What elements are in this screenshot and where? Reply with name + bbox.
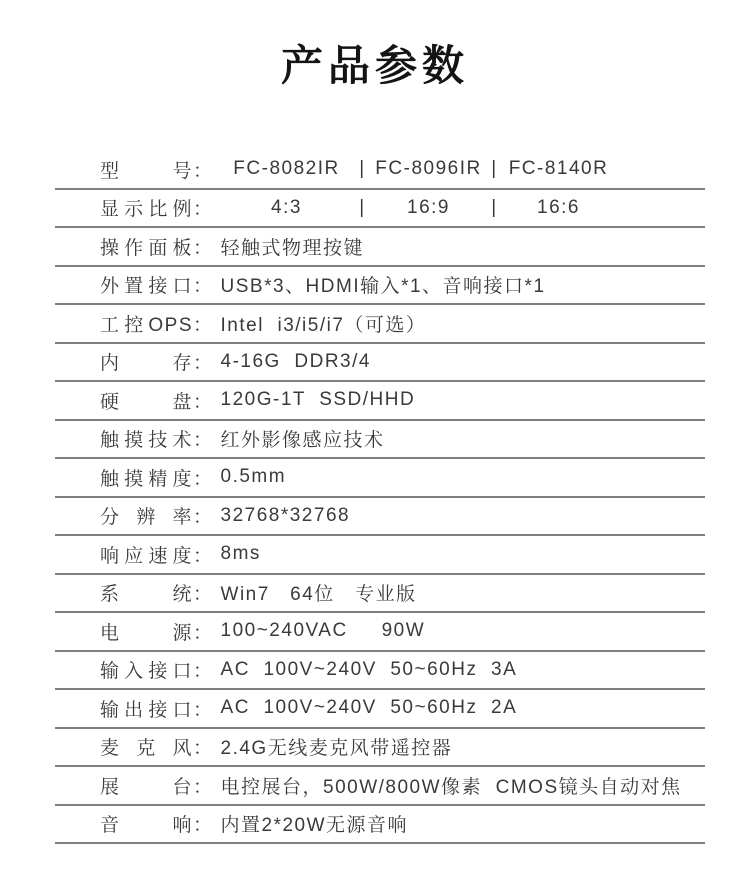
- spec-row-speaker: [55, 806, 705, 845]
- spec-label: 硬盘: [100, 391, 193, 413]
- spec-value: AC 100V~240V 50~60Hz 3A: [220, 658, 518, 680]
- spec-value: Win7 64位 专业版: [220, 584, 417, 606]
- spec-row-output-port: [55, 690, 705, 729]
- spec-value: USB*3、HDMI输入*1、音响接口*1: [220, 276, 546, 298]
- spec-label: 型号: [100, 160, 193, 182]
- spec-value: 120G-1T SSD/HHD: [220, 389, 416, 411]
- spec-value: AC 100V~240V 50~60Hz 2A: [220, 697, 518, 719]
- spec-colon: ：: [193, 353, 214, 375]
- spec-row-resolution: [55, 498, 705, 537]
- page-title: 产品参数: [280, 42, 469, 89]
- spec-row-input-port: [55, 652, 705, 691]
- spec-label: 输出接口: [100, 699, 193, 721]
- spec-row-external-ports: [55, 267, 705, 306]
- separator: |: [359, 158, 366, 180]
- spec-value: 32768*32768: [220, 504, 351, 526]
- spec-value: 100~240VAC 90W: [220, 620, 426, 642]
- spec-row-control-panel: [55, 228, 705, 267]
- spec-row-display-ratio: [55, 190, 705, 229]
- spec-colon: ：: [193, 815, 214, 837]
- spec-value: 轻触式物理按键: [220, 237, 365, 259]
- spec-label: 内存: [100, 353, 193, 375]
- spec-value: 2.4G无线麦克风带遥控器: [220, 738, 453, 760]
- spec-value: 红外影像感应技术: [220, 430, 385, 452]
- spec-label: 输入接口: [100, 661, 193, 683]
- spec-value: 电控展台，500W/800W像素 CMOS镜头自动对焦: [220, 776, 682, 798]
- spec-label: 工控OPS: [100, 314, 193, 336]
- spec-label: 电源: [100, 622, 193, 644]
- spec-value: 4-16G DDR3/4: [220, 350, 371, 372]
- spec-colon: ：: [193, 199, 214, 221]
- spec-colon: ：: [193, 430, 214, 452]
- spec-label: 触摸技术: [100, 430, 193, 452]
- separator: |: [359, 196, 366, 218]
- spec-label: 触摸精度: [100, 468, 193, 490]
- spec-colon: ：: [193, 776, 214, 798]
- spec-label: 展台: [100, 776, 193, 798]
- spec-value: [221, 197, 613, 219]
- spec-colon: ：: [193, 468, 214, 490]
- ratio-value: 4:3: [271, 196, 302, 218]
- spec-colon: ：: [193, 276, 214, 298]
- spec-row-touch-precision: [55, 459, 705, 498]
- spec-colon: ：: [193, 661, 214, 683]
- spec-label: 显示比例: [100, 199, 193, 221]
- spec-colon: ：: [193, 160, 214, 182]
- spec-colon: ：: [193, 545, 214, 567]
- spec-value: 内置2*20W无源音响: [220, 815, 409, 837]
- separator: |: [491, 158, 498, 180]
- spec-label: 外置接口: [100, 276, 193, 298]
- spec-label: 响应速度: [100, 545, 193, 567]
- spec-row-visualizer-stand: [55, 767, 705, 806]
- spec-row-memory: [55, 344, 705, 383]
- ratio-value: 16:6: [537, 196, 580, 218]
- spec-row-response-speed: [55, 536, 705, 575]
- spec-row-hard-disk: [55, 382, 705, 421]
- spec-row-ops-computer: [55, 305, 705, 344]
- spec-label: 分辨率: [100, 507, 193, 529]
- spec-colon: ：: [193, 507, 214, 529]
- spec-colon: ：: [193, 314, 214, 336]
- spec-row-model-number: [55, 151, 705, 190]
- spec-row-touch-technology: [55, 421, 705, 460]
- ratio-value: 16:9: [407, 196, 450, 218]
- spec-colon: ：: [193, 391, 214, 413]
- spec-row-microphone: [55, 729, 705, 768]
- spec-colon: ：: [193, 699, 214, 721]
- spec-value: Intel i3/i5/i7（可选）: [220, 314, 427, 336]
- model-name: FC-8082IR: [233, 158, 340, 180]
- spec-colon: ：: [193, 622, 214, 644]
- spec-colon: ：: [193, 738, 214, 760]
- spec-row-operating-system: [55, 575, 705, 614]
- spec-colon: ：: [193, 237, 214, 259]
- model-name: FC-8140R: [508, 158, 609, 180]
- spec-row-power-supply: [55, 613, 705, 652]
- spec-colon: ：: [193, 584, 214, 606]
- spec-value: 8ms: [220, 543, 261, 565]
- separator: |: [491, 196, 498, 218]
- spec-label: 麦克风: [100, 738, 193, 760]
- model-name: FC-8096IR: [375, 158, 482, 180]
- spec-label: 音响: [100, 815, 193, 837]
- spec-table: [55, 151, 705, 844]
- spec-value: 0.5mm: [220, 466, 287, 488]
- spec-label: 系统: [100, 584, 193, 606]
- spec-label: 操作面板: [100, 237, 193, 259]
- spec-value: [221, 158, 613, 180]
